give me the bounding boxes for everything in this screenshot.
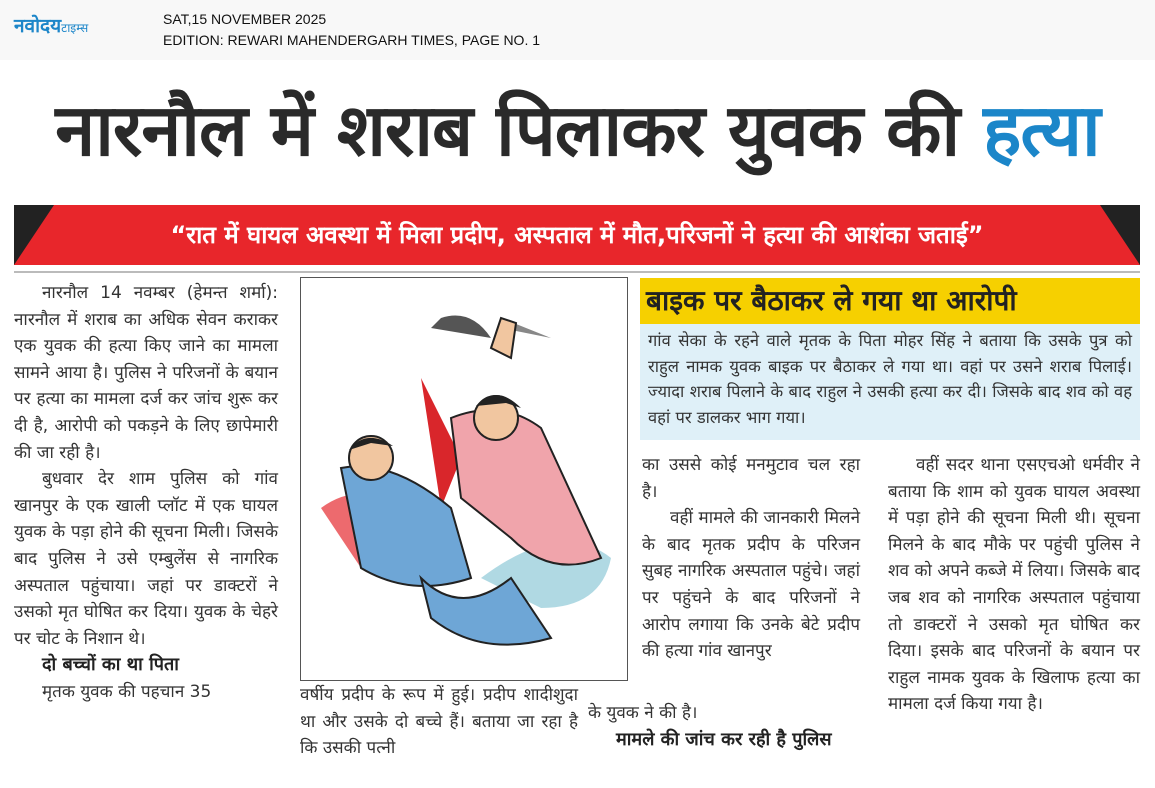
headline-text: नारनौल में शराब पिलाकर युवक की <box>55 88 984 172</box>
paragraph: वहीं सदर थाना एसएचओ धर्मवीर ने बताया कि शाम को युवक घायल अवस्था में पड़ा होने की सूचना मिली थी। सूचना मिलने के बाद मौके पर पहुंची पुलिस ने शव को अपने कब्जे में लिया। जिसके बाद जब शव को नागरिक अस्पताल पहुंचाया तो डाक्टरों ने उसको मृत घोषित कर दिया। इसके बाद परिजनों के बयान पर राहुल नामक युवक के खिलाफ हत्या का मामला दर्ज किया गया है। <box>888 455 1140 715</box>
subheading: मामले की जांच कर रही है पुलिस <box>616 728 832 750</box>
newspaper-logo <box>14 12 88 38</box>
paragraph: नारनौल 14 नवम्बर (हेमन्त शर्मा): नारनौल में शराब का अधिक सेवन कराकर एक युवक की हत्या किए जाने का मामला सामने आया है। पुलिस ने परिजनों के बयान पर हत्या का मामला दर्ज कर जांच शुरू कर दी है, आरोपी को पकड़ने के लिए छापेमारी की जा रही है। <box>14 283 278 463</box>
article-column-caption <box>300 682 578 762</box>
illustration-image <box>300 277 628 681</box>
article-column-3 <box>888 452 1140 718</box>
subheadline-banner <box>14 205 1140 265</box>
edition-date: SAT,15 NOVEMBER 2025 <box>163 11 327 27</box>
logo-text: नवोदय <box>14 15 62 37</box>
edition-name: EDITION: REWARI MAHENDERGARH TIMES, PAGE NO. 1 <box>163 32 541 48</box>
subheading: दो बच्चों का था पिता <box>42 654 179 676</box>
paragraph: वहीं मामले की जानकारी मिलने के बाद मृतक प्रदीप के परिजन सुबह नागरिक अस्पताल पहुंचे। जहां पर पहुंचने के बाद परिजनों ने आरोप लगाया कि उनके बेटे प्रदीप की हत्या गांव खानपुर <box>642 508 860 662</box>
article-column-2-bottom <box>588 700 860 753</box>
edition-meta <box>163 9 540 51</box>
edition-header <box>0 0 1155 60</box>
paragraph: वर्षीय प्रदीप के रूप में हुई। प्रदीप शादीशुदा था और उसके दो बच्चे हैं। बताया जा रहा है कि उसकी पत्नी <box>300 685 578 759</box>
paragraph: के युवक ने की है। <box>588 703 698 723</box>
logo-suffix: टाइम्स <box>61 21 89 35</box>
article-column-1 <box>14 280 278 706</box>
headline <box>0 70 1155 190</box>
sidebar-box <box>640 278 1140 440</box>
headline-highlight: हत्या <box>983 88 1100 172</box>
article-column-2 <box>642 452 860 665</box>
subheadline-text: “रात में घायल अवस्था में मिला प्रदीप, अस्पताल में मौत,परिजनों ने हत्या की आशंका जताई” <box>170 221 984 249</box>
box-title: बाइक पर बैठाकर ले गया था आरोपी <box>640 278 1140 324</box>
divider <box>14 271 1140 273</box>
box-body: गांव सेका के रहने वाले मृतक के पिता मोहर सिंह ने बताया कि उसके पुत्र को राहुल नामक युवक बाइक पर बैठाकर ले गया था। वहां पर उसने शराब पिलाई। ज्यादा शराब पिलाने के बाद राहुल ने उसकी हत्या कर दी। जिसके बाद शव को वह वहां पर डालकर भाग गया। <box>648 331 1132 427</box>
paragraph: मृतक युवक की पहचान 35 <box>42 681 212 702</box>
paragraph: बुधवार देर शाम पुलिस को गांव खानपुर के एक खाली प्लॉट में एक घायल युवक के पड़ा होने की सूचना मिली। जिसके बाद पुलिस ने उसे एम्बुलेंस से नागरिक अस्पताल पहुंचाया। जहां पर डाक्टरों ने उसको मृत घोषित कर दिया। युवक के चेहरे पर चोट के निशान थे। <box>14 469 278 649</box>
paragraph: का उससे कोई मनमुटाव चल रहा है। <box>642 455 860 502</box>
